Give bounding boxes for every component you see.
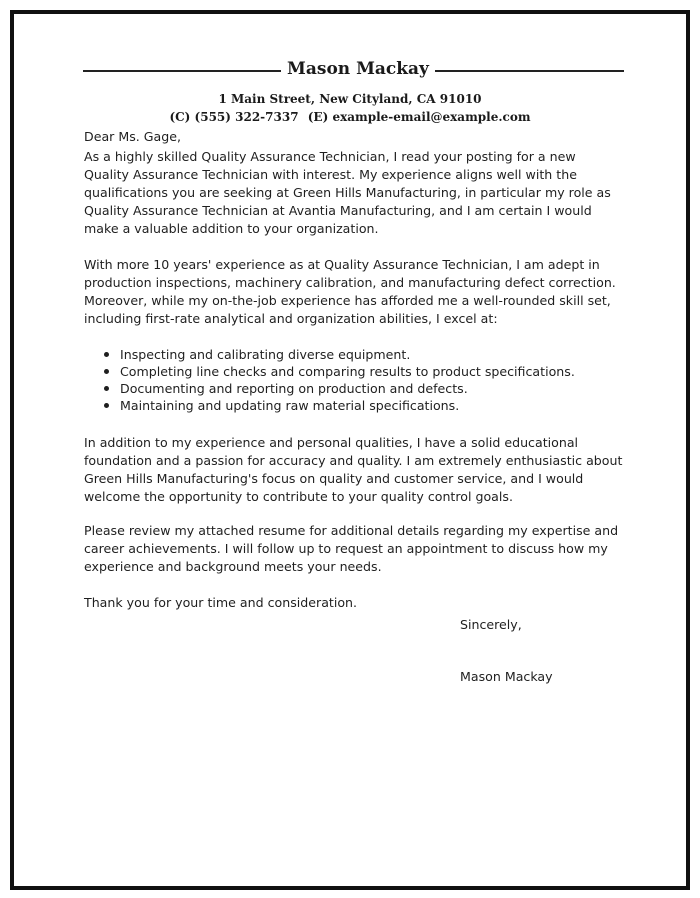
paragraph-thanks: Thank you for your time and consideration. [84, 595, 358, 610]
email-address: example-email@example.com [332, 110, 531, 124]
list-item-text: Documenting and reporting on production and defects. [120, 381, 468, 396]
skills-list [84, 346, 624, 414]
signature-name: Mason Mackay [460, 669, 553, 684]
bullet-icon [104, 403, 109, 408]
header-rule-right [435, 70, 624, 72]
paragraph-followup: Please review my attached resume for additional details regarding my expertise and career achievements. I will follow up to request an appointment to discuss how my experience and background meets your needs. [84, 523, 619, 574]
bullet-icon [104, 386, 109, 391]
phone-label: (C) [169, 110, 191, 124]
email-label: (E) [307, 110, 329, 124]
paragraph-education: In addition to my experience and personal qualities, I have a solid educational foundation and a passion for accuracy and quality. I am extremely enthusiastic about Green Hills Manufacturing's focus on quality and customer service, and I would welcome the opportunity to contribute to your quality control goals. [84, 435, 623, 504]
closing: Sincerely, [460, 617, 522, 632]
phone-number: (555) 322-7337 [194, 110, 299, 124]
bullet-icon [104, 352, 109, 357]
paragraph-intro: As a highly skilled Quality Assurance Technician, I read your posting for a new Quality Assurance Technician with interest. My experience aligns well with the qualifications you are seeking at Green Hills Manufacturing, in particular my role as Quality Assurance Technician at Avantia Manufacturing, and I am certain I would make a valuable addition to your organization. [84, 149, 611, 236]
list-item [84, 380, 624, 397]
paragraph-experience: With more 10 years' experience as at Quality Assurance Technician, I am adept in production inspections, machinery calibration, and manufacturing defect correction. Moreover, while my on-the-job experience has afforded me a well-rounded skill set, including first-rate analytical and organization abilities, I excel at: [84, 257, 616, 326]
list-item [84, 346, 624, 363]
header-rule-left [83, 70, 281, 72]
bullet-icon [104, 369, 109, 374]
list-item [84, 363, 624, 380]
list-item [84, 397, 624, 414]
list-item-text: Maintaining and updating raw material specifications. [120, 398, 460, 413]
letter-page [10, 10, 690, 890]
sender-name: Mason Mackay [287, 59, 429, 79]
sender-address: 1 Main Street, New Cityland, CA 91010 [218, 92, 482, 106]
list-item-text: Inspecting and calibrating diverse equipment. [120, 347, 411, 362]
contact-line [14, 108, 686, 126]
salutation: Dear Ms. Gage, [84, 129, 181, 144]
list-item-text: Completing line checks and comparing results to product specifications. [120, 364, 575, 379]
